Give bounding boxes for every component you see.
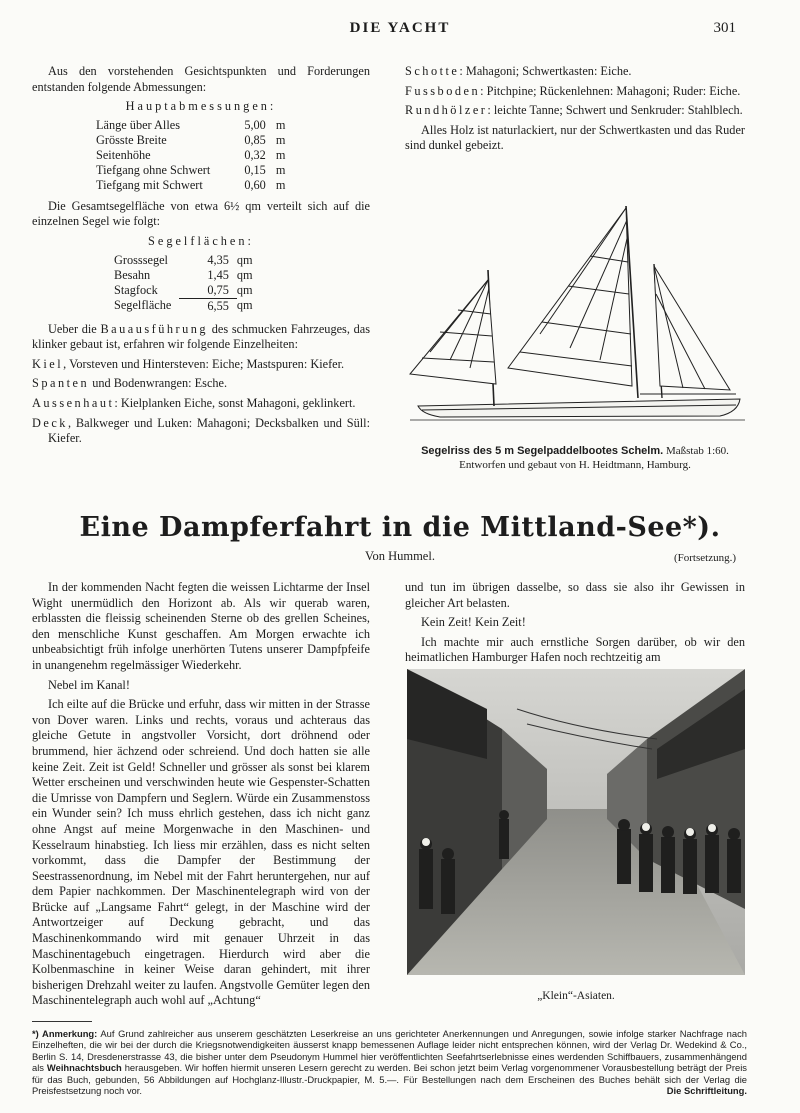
sail-value: 4,35 xyxy=(207,252,229,267)
dims-table xyxy=(96,118,295,193)
spec-text: : leichte Tanne; Schwert und Senkruder: Stahlblech. xyxy=(487,103,743,118)
street-photo xyxy=(407,669,745,975)
spec-term: Rundhölzer xyxy=(405,103,488,118)
dim-unit: m xyxy=(275,147,286,162)
dim-label: Seitenhöhe xyxy=(96,147,151,162)
article-paragraph: Kein Zeit! Kein Zeit! xyxy=(421,615,526,630)
spec-text: : Kielplanken Eiche, sonst Mahagoni, geklinkert. xyxy=(114,395,356,410)
sail-label: Besahn xyxy=(114,267,151,282)
article-paragraph: Ich eilte auf die Brücke und erfuhr, dass wir mitten in der Strasse von Dover waren. Links und rechts, voraus und achteraus das gleiche Getute in angstvoller Vorsicht, dort dröhnend oder brummend, hier ächzend oder schreiend. Und doch hatten sie alle keine Zeit. Zeit ist Geld! Schneller und grösser als sonst bei klarem Wetter erscheinen und verschwinden heute wie Gespenster-Schatten die Umrisse von Dampfern und Seglern. Würde ein Zusammenstoss ein Wunder sein? Ich muss ehrlich gestehen, dass ich nicht ganz ohne Angst auf meine Morgenwache in den Maschinen- und Kesselraum hinabstieg. Ich liess mir erzählen, dass es nicht selten vorkommt, dass die Dampfer der Bestimmung der Seestrassenordnung, im Nebel mit der Fahrt heruntergehen, nur auf dem Papier nachkommen. Der Maschinentelegraph wird von der Brücke auf „Langsame Fahrt“ gelegt, in der Maschine wird der Antwortzeiger auf Deckung gebracht, und das Maschinenkommando wird mit genauer Uhrzeit in das Maschinentagebuch eingetragen. Hierdurch wird aber die Kolbenmaschine in keiner Weise daran gehindert, mit ihrer bisherigen Drehzahl weiter zu laufen. Angstvolle Gemüter legen den Maschinentelegraph auch wohl auf „Achtung“ xyxy=(32,697,370,1008)
article-paragraph: und tun im übrigen dasselbe, so dass sie also ihr Gewissen in gleicher Art belasten. xyxy=(405,580,745,610)
table-row xyxy=(114,268,261,283)
dim-label: Tiefgang mit Schwert xyxy=(96,177,203,192)
build-intro-term: Bauausführung xyxy=(100,321,209,336)
spec-term: Spanten xyxy=(32,376,90,391)
article-right-column xyxy=(405,580,745,670)
spec-item xyxy=(405,64,745,80)
article-paragraph: In der kommenden Nacht fegten die weissen Lichtarme der Insel Wight unermüdlich den Horizont ab. Als wir querab waren, erblassten die fleissig scheinenden Sterne ob des grellen Scheines, den menschliche Kunst geschaffen. Am Morgen erwachte ich unbeabsichtigt früh infolge unerhörten Tutens unserer Dampfpfeife in unangenehm regelmässiger Wiederkehr. xyxy=(32,580,370,672)
spec-item xyxy=(32,396,370,412)
build-intro-end: des schmucken Fahrzeuges, das klinker gebaut ist, erfahren wir folgende Einzelheiten: xyxy=(32,321,370,352)
spec-term: Deck xyxy=(32,415,68,430)
figure-caption-credit: Entworfen und gebaut von H. Heidtmann, Hamburg. xyxy=(459,459,691,471)
spec-term: Kiel xyxy=(32,356,64,371)
page-number: 301 xyxy=(713,20,736,36)
spec-text: : Pitchpine; Rückenlehnen: Mahagoni; Ruder: Eiche. xyxy=(480,83,741,98)
article-paragraph: Nebel im Kanal! xyxy=(48,677,130,692)
footnote-text: Auf Grund zahlreicher aus unserem geschätzten Leserkreise an uns gerichteter Anerkennungen und Anregungen, sowie infolge starker Nachfrage nach Einzelheften, die wir bei der durch die Kriegsnotwendigkeiten äusserst knapp bemessenen Auflage leider nicht entsprechen können, wird der Verlag Dr. Wedekind & Co., Berlin S. 14, Dresdenerstrasse 43, die bisher unter dem Pseudonym Hummel hier veröffentlichten Seefahrtserlebnisse eines werdenden Schiffbauers, zusammenhängend als xyxy=(32,1028,747,1074)
spec-item xyxy=(32,416,370,447)
dim-value: 0,60 xyxy=(244,177,266,192)
footnote-book-title: Weihnachtsbuch xyxy=(46,1062,122,1074)
spec-item xyxy=(32,376,370,392)
table-row xyxy=(96,118,295,133)
continuation-note: (Fortsetzung.) xyxy=(673,552,736,564)
footnote-divider xyxy=(32,1021,92,1022)
left-top-column xyxy=(32,64,370,451)
spec-term: Aussenhaut xyxy=(32,395,115,410)
sail-unit: qm xyxy=(236,252,253,267)
spec-text: , Vorsteven und Hintersteven: Eiche; Mastspuren: Kiefer. xyxy=(63,356,345,371)
dim-value: 0,32 xyxy=(244,147,266,162)
figure-caption-line1 xyxy=(405,444,745,458)
sail-unit: qm xyxy=(236,282,253,297)
article-left-column xyxy=(32,580,370,1013)
table-row xyxy=(96,163,295,178)
spec-text: und Bodenwrangen: Esche. xyxy=(89,376,228,391)
table-row xyxy=(96,133,295,148)
spec-item xyxy=(32,357,370,373)
dim-unit: m xyxy=(275,132,286,147)
table-row xyxy=(96,148,295,163)
sail-label: Segelfläche xyxy=(114,298,172,313)
figure-caption-scale: Maßstab 1:60. xyxy=(665,445,729,457)
running-header: DIE YACHT xyxy=(349,20,451,36)
sail-intro: Die Gesamtsegelfläche von etwa 6½ qm verteilt sich auf die einzelnen Segel wie folgt: xyxy=(32,198,370,229)
spec-text: , Balkweger und Luken: Mahagoni; Decksbalken und Süll: Kiefer. xyxy=(48,415,370,446)
figure-caption xyxy=(405,444,745,472)
dims-intro: Aus den vorstehenden Gesichtspunkten und Forderungen entstanden folgende Abmessungen: xyxy=(32,64,370,94)
sail-unit: qm xyxy=(236,267,253,282)
table-row xyxy=(96,178,295,193)
sail-heading: Segelflächen: xyxy=(148,233,254,248)
spec-item xyxy=(405,84,745,100)
dim-unit: m xyxy=(275,117,286,132)
article-paragraph: Ich machte mir auch ernstliche Sorgen darüber, ob wir den heimatlichen Hamburger Hafen noch rechtzeitig am xyxy=(405,634,745,665)
table-row xyxy=(114,253,261,268)
dim-value: 0,15 xyxy=(244,162,266,177)
sail-value: 1,45 xyxy=(207,267,229,282)
dim-value: 5,00 xyxy=(244,117,266,132)
build-intro-start: Ueber die xyxy=(48,321,97,336)
build-intro xyxy=(32,322,370,353)
table-row xyxy=(114,283,261,299)
spec-term: Schotte xyxy=(405,64,460,78)
dim-unit: m xyxy=(275,177,286,192)
dims-heading: Hauptabmessungen: xyxy=(125,99,277,114)
photo-caption: „Klein“-Asiaten. xyxy=(537,990,615,1002)
footnote-text: herausgeben. Wir hoffen hiermit unseren Lesern gerecht zu werden. Bei schon jetzt beim Verlag vorgenommener Vorausbestellung beträgt der Preis für das Buch, gebunden, 56 Abbildungen auf Hochglanz-Illustr.-Druckpapier, M. 5.—. Für Bestellungen nach dem Erscheinen des Buches behält sich der Verlag die Preisfestsetzung noch vor. xyxy=(32,1062,747,1097)
sail-value: 6,55 xyxy=(207,298,229,313)
figure-caption-title: Segelriss des 5 m Segelpaddelbootes Schelm. xyxy=(421,445,664,457)
sail-plan-drawing xyxy=(400,198,745,438)
spec-term: Fussboden xyxy=(405,83,481,98)
article-byline: Von Hummel. xyxy=(365,549,435,563)
street-photo-image xyxy=(407,669,745,975)
dim-unit: m xyxy=(275,162,286,177)
dim-value: 0,85 xyxy=(244,132,266,147)
sail-table xyxy=(114,253,261,314)
article-title: Eine Dampferfahrt in die Mittland-See*). xyxy=(79,512,721,543)
footnote xyxy=(32,1028,747,1096)
dim-label: Tiefgang ohne Schwert xyxy=(96,162,211,177)
table-row xyxy=(114,298,261,314)
sail-label: Grosssegel xyxy=(114,252,168,267)
sail-value: 0,75 xyxy=(179,283,237,299)
dim-label: Länge über Alles xyxy=(96,117,181,132)
sail-label: Stagfock xyxy=(114,282,158,297)
footnote-signature: Die Schriftleitung. xyxy=(666,1085,747,1097)
footnote-mark: *) Anmerkung: xyxy=(32,1028,98,1039)
closing-paragraph: Alles Holz ist naturlackiert, nur der Schwertkasten und das Ruder sind dunkel gebeizt. xyxy=(405,122,745,153)
spec-text: : Mahagoni; Schwertkasten: Eiche. xyxy=(459,64,632,78)
sail-unit: qm xyxy=(236,298,253,313)
right-top-column xyxy=(405,64,745,158)
dim-label: Grösste Breite xyxy=(96,132,167,147)
spec-item xyxy=(405,103,745,119)
